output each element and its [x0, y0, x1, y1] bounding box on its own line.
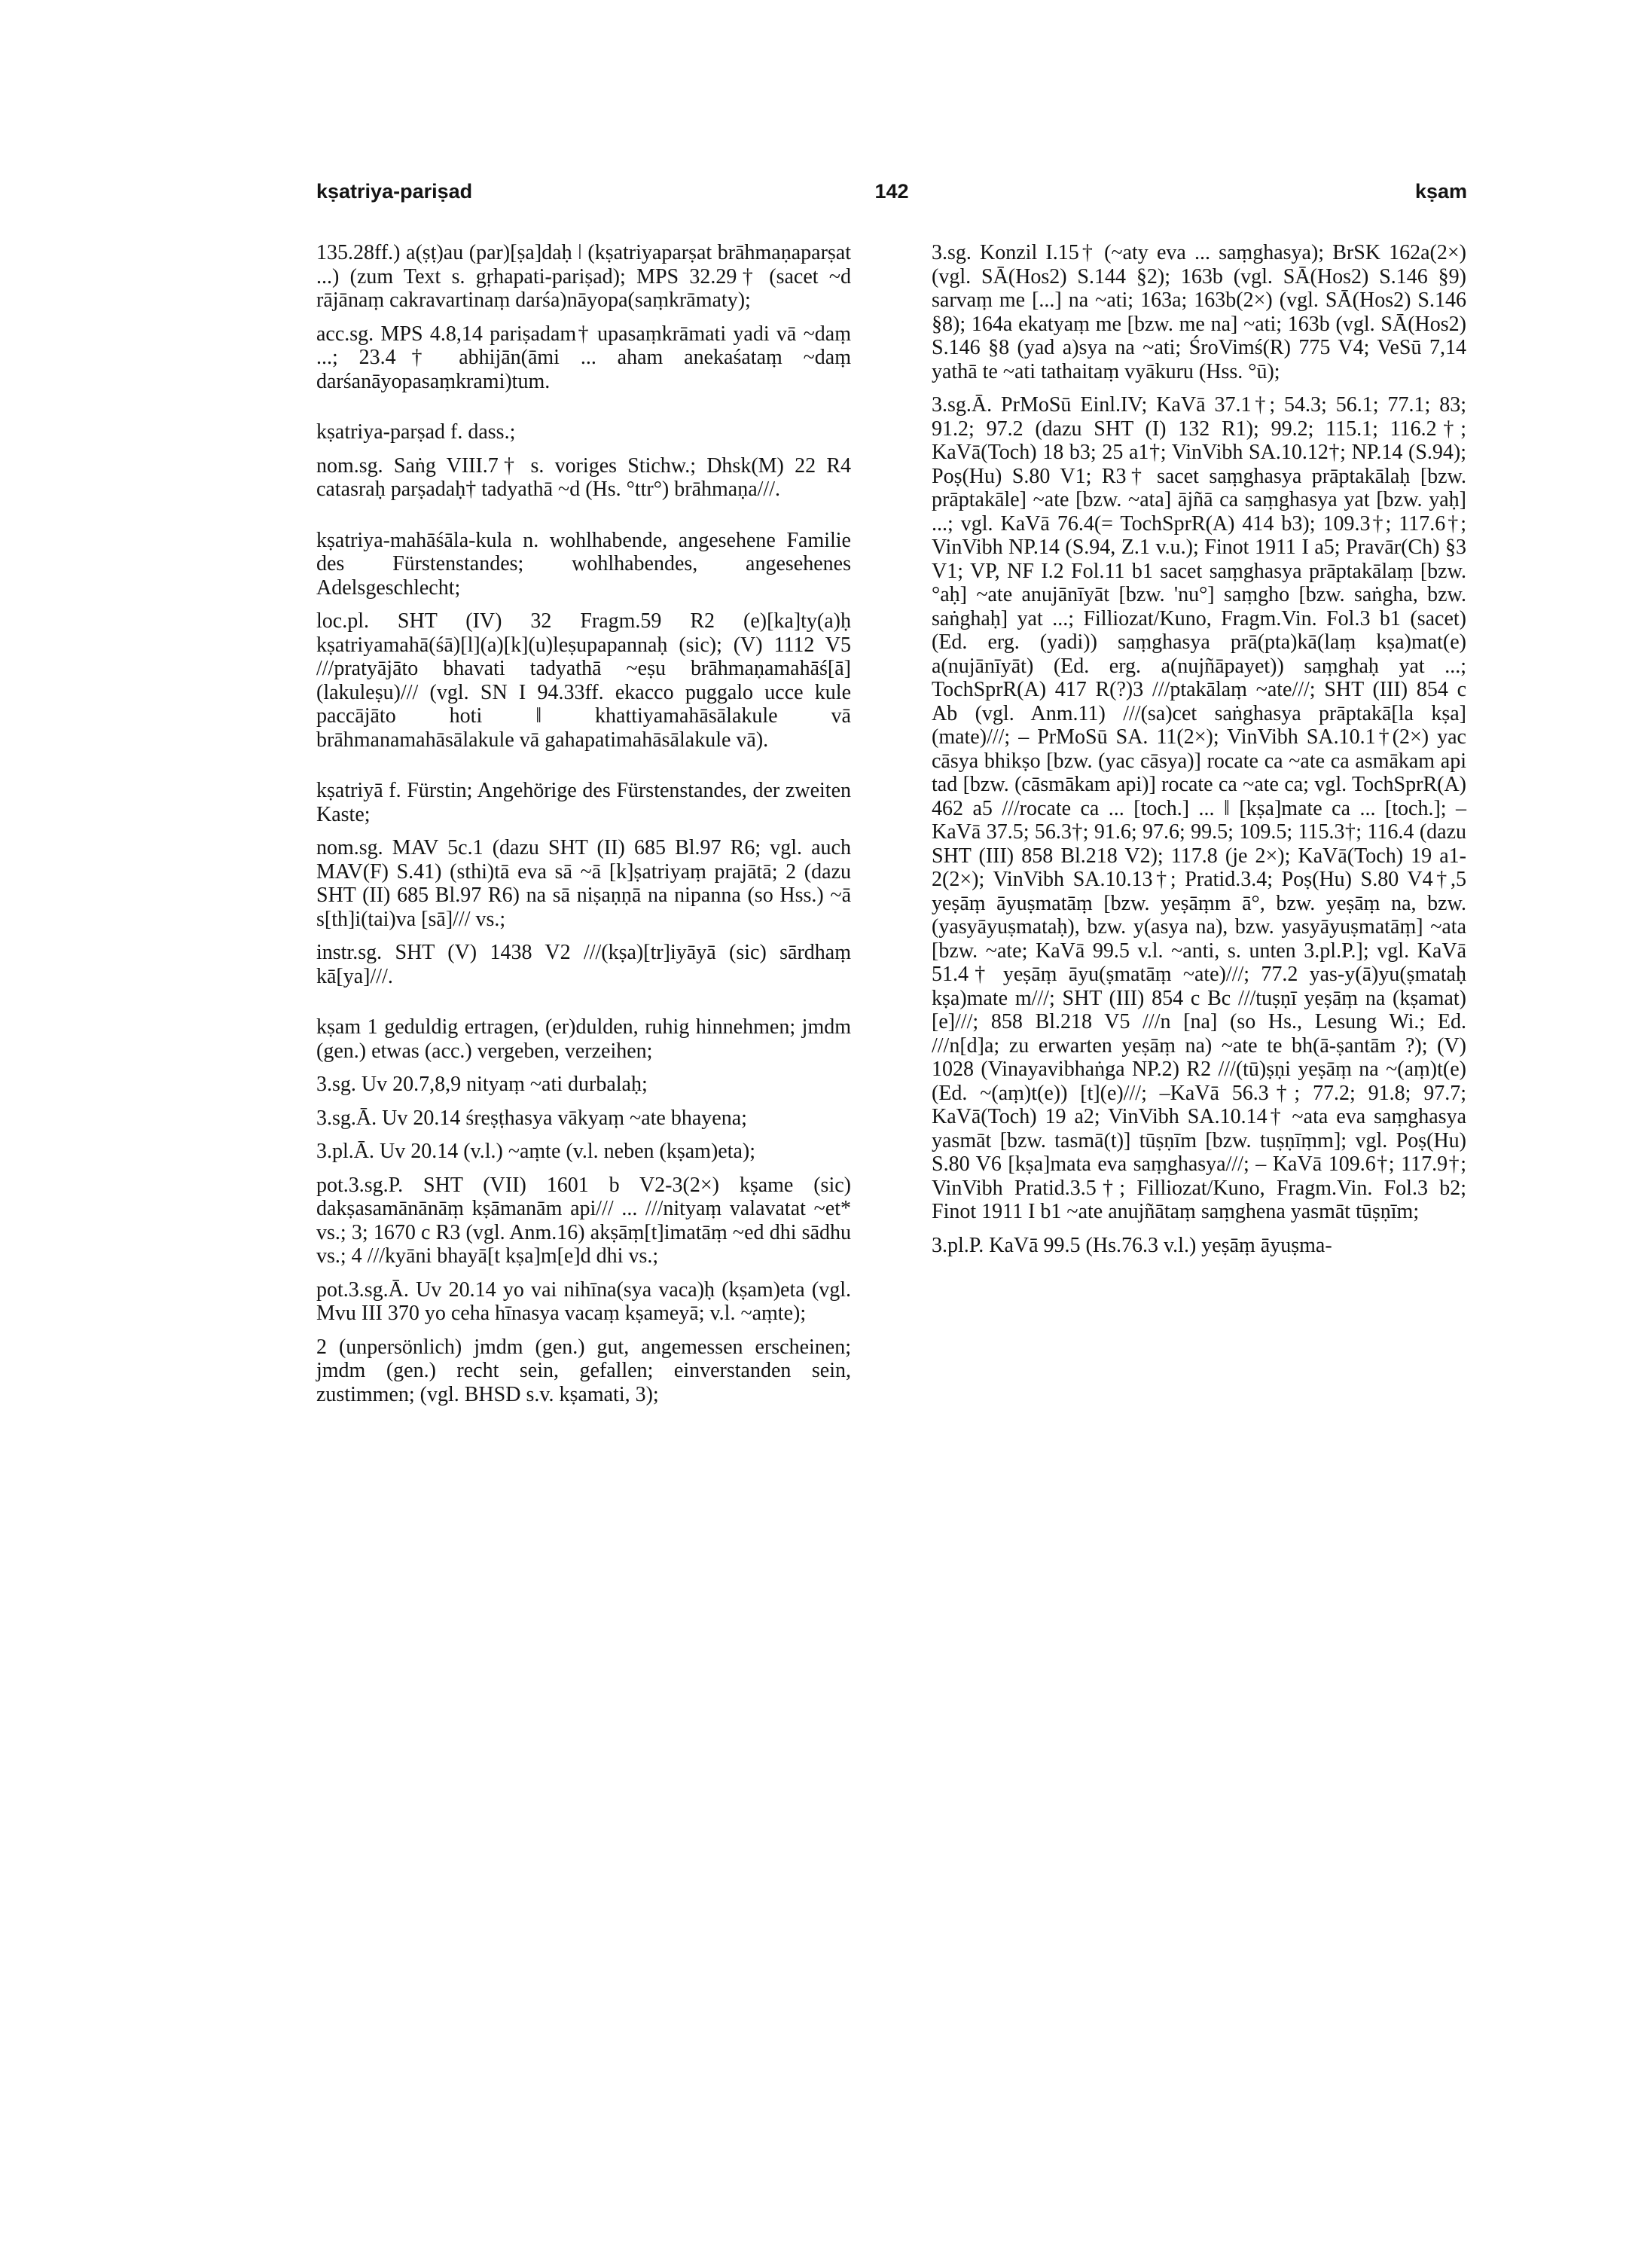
entry-paragraph: 3.sg.Ā. PrMoSū Einl.IV; KaVā 37.1†; 54.3; 56.1; 77.1; 83; 91.2; 97.2 (dazu SHT (I) 132 R1); 99.2; 115.1; 116.2†; KaVā(Toch) 18 b3; 25 a1†; VinVibh SA.10.12†; NP.14 (S.94); Poṣ(Hu) S.80 V1; R3† sacet saṃghasya prāptakālaḥ [bzw. prāptakāle] ~ate [bzw. ~ata] ājñā ca saṃghasya yat [bzw. yaḥ] ...; vgl. KaVā 76.4(= TochSprR(A) 414 b3); 109.3†; 117.6†; VinVibh NP.14 (S.94, Z.1 v.u.); Finot 1911 I a5; Pravār(Ch) §3 V1; VP, NF I.2 Fol.11 b1 sacet saṃghasya prāptakālaṃ [bzw. °aḥ] ~ate anujānīyāt [bzw. 'nu°] saṃgho [bzw. saṅgha, bzw. saṅghaḥ] yat ...; Filliozat/Kuno, Fragm.Vin. Fol.3 b1 (sacet) (Ed. erg. (yadi)) saṃghasya prā(pta)kā(laṃ kṣa)mat(e) a(nujānīyāt) (Ed. erg. a(nujñāpayet)) saṃghaḥ yat ...; TochSprR(A) 417 R(?)3 ///ptakālaṃ ~ate///; SHT (III) 854 c Ab (vgl. Anm.11) ///(sa)cet saṅghasya prāptakā[la kṣa](mate)///; – PrMoSū SA. 11(2×); VinVibh SA.10.1†(2×) yac cāsya bhikṣo [bzw. (yac cāsya)] rocate ca ~ate ca asmākam api tad [bzw. (cāsmākam api)] rocate ca ~ate ca; vgl. TochSprR(A) 462 a5 ///rocate ca ... [toch.] ... ǁ [kṣa]mate ca ... [toch.]; – KaVā 37.5; 56.3†; 91.6; 97.6; 99.5; 109.5; 115.3†; 116.4 (dazu SHT (III) 858 Bl.218 V2); 117.8 (je 2×); KaVā(Toch) 19 a1-2(2×); VinVibh SA.10.13†; Pratid.3.4; Poṣ(Hu) S.80 V4†,5 yeṣāṃ āyuṣmatāṃ [bzw. yeṣāṃm ā°, bzw. yeṣāṃ na, bzw. (yasyāyuṣmataḥ), bzw. y(asya na), bzw. yasyāyuṣmatāṃ] ~ata [bzw. ~ate; KaVā 99.5 v.l. ~anti, s. unten 3.pl.P.]; vgl. KaVā 51.4† yeṣāṃ āyu(ṣmatāṃ ~ate)///; 77.2 yas-y(ā)yu(ṣmataḥ kṣa)mate m///; SHT (III) 854 c Bc ///tuṣṇī yeṣāṃ na (kṣamat)[e]///; 858 Bl.218 V5 ///n [na] (so Hs., Lesung Wi.; Ed. ///n[d]a; zu erwarten yeṣāṃ na) ~ate te bh(ā-ṣantām ?); (V) 1028 (Vinayavibhaṅga NP.2) R2 ///(tū)ṣṇi yeṣāṃ na ~(aṃ)t(e) (Ed. ~(aṃ)t(e)) [t](e)///; –KaVā 56.3†; 77.2; 91.8; 97.7; KaVā(Toch) 19 a2; VinVibh SA.10.14† ~ata eva saṃghasya yasmāt [bzw. tasmā(t)] tūṣṇīm [bzw. tuṣṇīṃm]; vgl. Poṣ(Hu) S.80 V6 [kṣa]mata eva saṃghasya///; – KaVā 109.6†; 117.9†; VinVibh Pratid.3.5†; Filliozat/Kuno, Fragm.Vin. Fol.3 b2; Finot 1911 I b1 ~ate anujñātaṃ saṃghena yasmāt tūṣṇīm;: [932, 393, 1466, 1223]
header-left-headword: kṣatriya-pariṣad: [316, 180, 473, 203]
entry-paragraph: 2 (unpersönlich) jmdm (gen.) gut, angemessen erscheinen; jmdm (gen.) recht sein, gefallen; einverstanden sein, zustimmen; (vgl. BHSD s.v. kṣamati, 3);: [316, 1335, 851, 1406]
entry-paragraph: 3.sg. Uv 20.7,8,9 nityaṃ ~ati durbalaḥ;: [316, 1073, 648, 1096]
header-right-headword: kṣam: [1414, 180, 1467, 203]
entry-paragraph: 3.sg. Konzil I.15† (~aty eva ... saṃghasya); BrSK 162a(2×) (vgl. SĀ(Hos2) S.144 §2); 163b (vgl. SĀ(Hos2) S.146 §9) sarvaṃ me [...] na ~ati; 163a; 163b(2×) (vgl. SĀ(Hos2) S.146 §8); 164a ekatyaṃ me [bzw. me na] ~ati; 163b (vgl. SĀ(Hos2) S.146 §8 (yad a)sya na ~ati; ŚroVimś(R) 775 V4; VeSū 7,14 yathā te ~ati tathaitaṃ vyākuru (Hss. °ū);: [932, 241, 1466, 383]
entry-paragraph: pot.3.sg.P. SHT (VII) 1601 b V2-3(2×) kṣame (sic) dakṣasamānānāṃ kṣāmanām api/// ... ///nityaṃ valavatat ~et* vs.; 3; 1670 c R3 (vgl. Anm.16) akṣāṃ[t]imatāṃ ~ed dhi sādhu vs.; 4 ///kyāni bhayā[t kṣa]m[e]d dhi vs.;: [316, 1173, 851, 1268]
right-column: [932, 241, 1466, 1267]
dictionary-entry-head: kṣatriya-parṣad f. dass.;: [316, 420, 516, 444]
entry-paragraph: instr.sg. SHT (V) 1438 V2 ///(kṣa)[tr]iyāyā (sic) sārdhaṃ kā[ya]///.: [316, 941, 851, 988]
left-column: [316, 241, 851, 1416]
page-number: 142: [874, 180, 909, 203]
dictionary-entry-head: kṣatriyā f. Fürstin; Angehörige des Fürstenstandes, der zweiten Kaste;: [316, 779, 851, 826]
entry-paragraph: nom.sg. Saṅg VIII.7† s. voriges Stichw.; Dhsk(M) 22 R4 catasraḥ parṣadaḥ† tadyathā ~d (Hs. °ttr°) brāhmaṇa///.: [316, 453, 851, 501]
dictionary-entry-head: kṣatriya-mahāśāla-kula n. wohlhabende, angesehene Familie des Fürstenstandes; wohlhabendes, angesehenes Adelsgeschlecht;: [316, 528, 851, 600]
entry-paragraph: loc.pl. SHT (IV) 32 Fragm.59 R2 (e)[ka]ty(a)ḥ kṣatriyamahā(śā)[l](a)[k](u)leṣupapannaḥ (sic); (V) 1112 V5 ///pratyājāto bhavati tadyathā ~eṣu brāhmaṇamahāś[ā](lakuleṣu)/// (vgl. SN I 94.33ff. ekacco puggalo ucce kule paccājāto hoti ǁ khattiyamahāsālakule vā brāhmanamahāsālakule vā gahapatimahāsālakule vā).: [316, 609, 851, 752]
dictionary-entry-head: kṣam 1 geduldig ertragen, (er)dulden, ruhig hinnehmen; jmdm (gen.) etwas (acc.) vergeben, verzeihen;: [316, 1015, 851, 1063]
entry-paragraph: pot.3.sg.Ā. Uv 20.14 yo vai nihīna(sya vaca)ḥ (kṣam)eta (vgl. Mvu III 370 yo ceha hīnasya vacaṃ kṣameyā; v.l. ~aṃte);: [316, 1277, 851, 1325]
entry-paragraph: acc.sg. MPS 4.8,14 pariṣadam† upasaṃkrāmati yadi vā ~daṃ ...; 23.4† abhijān(āmi ... aham anekaśataṃ ~daṃ darśanāyopasaṃkrami)tum.: [316, 322, 851, 393]
running-header: [316, 176, 1467, 206]
entry-paragraph: 3.sg.Ā. Uv 20.14 śreṣṭhasya vākyaṃ ~ate bhayena;: [316, 1106, 747, 1130]
entry-paragraph: 3.pl.Ā. Uv 20.14 (v.l.) ~aṃte (v.l. neben (kṣam)eta);: [316, 1140, 756, 1163]
entry-paragraph: 135.28ff.) a(ṣṭ)au (par)[ṣa]daḥ ǀ (kṣatriyaparṣat brāhmaṇaparṣat ...) (zum Text s. gṛhapati-pariṣad); MPS 32.29† (sacet ~d rājānaṃ cakravartinaṃ darśa)nāyopa(saṃkrāmaty);: [316, 241, 851, 312]
entry-paragraph: nom.sg. MAV 5c.1 (dazu SHT (II) 685 Bl.97 R6; vgl. auch MAV(F) S.41) (sthi)tā eva sā ~ā [k]ṣatriyaṃ prajātā; 2 (dazu SHT (II) 685 Bl.97 R6) na sā niṣaṇṇā na nipanna (so Hss.) ~ā s[th]i(tai)va [sā]/// vs.;: [316, 836, 851, 931]
entry-paragraph: 3.pl.P. KaVā 99.5 (Hs.76.3 v.l.) yeṣāṃ āyuṣma-: [932, 1233, 1332, 1257]
